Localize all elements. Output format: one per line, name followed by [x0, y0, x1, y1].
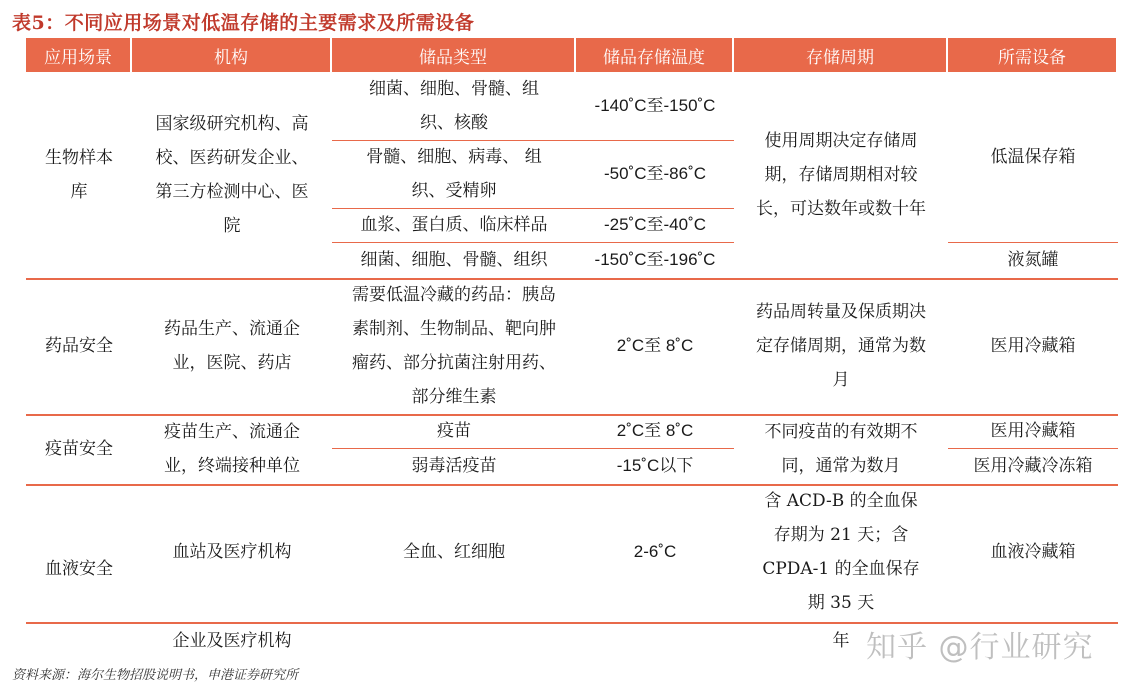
row-divider — [26, 484, 1118, 486]
type-drug: 需要低温冷藏的药品：胰岛素制剂、生物制品、靶向肿瘤药、部分抗菌注射用药、部分维生素 — [352, 285, 556, 407]
period-blood: 含 ACD-B 的全血保存期为 21 天；含 CPDA-1 的全血保存期 35 天 — [762, 491, 920, 613]
header-institution: 机构 — [132, 38, 332, 72]
type-biobank-4: 细菌、细胞、骨髓、组织 — [360, 250, 548, 270]
equip-biobank-2: 液氮罐 — [1007, 250, 1059, 270]
sub-row-divider — [332, 208, 734, 209]
header-temp: 储品存储温度 — [576, 38, 734, 72]
period-vaccine: 不同疫苗的有效期不同，通常为数月 — [764, 422, 918, 476]
institution-drug: 药品生产、流通企业，医院、药店 — [164, 319, 300, 373]
institution-blood-2: 企业及医疗机构 — [172, 631, 292, 651]
type-vaccine-1: 疫苗 — [437, 421, 471, 441]
sub-row-divider — [948, 242, 1118, 243]
period-blood-2: 年 — [832, 631, 850, 651]
type-biobank-2: 骨髓、细胞、病毒、 组织、受精卵 — [366, 147, 542, 201]
temp-biobank-1: -140˚C至-150˚C — [594, 96, 716, 115]
institution-biobank: 国家级研究机构、高校、医药研发企业、第三方检测中心、医院 — [155, 114, 309, 236]
sub-row-divider — [332, 140, 734, 141]
temp-biobank-2: -50˚C至-86˚C — [603, 164, 707, 183]
watermark: 知乎 @行业研究 — [866, 630, 1094, 665]
equip-blood: 血液冷藏箱 — [990, 542, 1076, 562]
type-blood: 全血、红细胞 — [403, 542, 505, 562]
header-period: 存储周期 — [734, 38, 948, 72]
row-divider — [26, 414, 1118, 416]
header-type: 储品类型 — [332, 38, 576, 72]
scene-drug: 药品安全 — [45, 336, 113, 356]
scene-blood: 血液安全 — [45, 559, 113, 579]
table-title: 表5：不同应用场景对低温存储的主要需求及所需设备 — [12, 12, 475, 34]
institution-blood: 血站及医疗机构 — [172, 542, 292, 562]
temp-vaccine-1: 2˚C至 8˚C — [616, 421, 694, 440]
equip-vaccine-1: 医用冷藏箱 — [990, 421, 1076, 441]
row-divider — [26, 278, 1118, 280]
type-biobank-3: 血浆、蛋白质、临床样品 — [360, 215, 548, 235]
temp-blood: 2-6˚C — [633, 542, 677, 561]
equip-drug: 医用冷藏箱 — [990, 336, 1076, 356]
sub-row-divider — [948, 448, 1118, 449]
equip-vaccine-2: 医用冷藏冷冻箱 — [973, 456, 1093, 476]
temp-vaccine-2: -15˚C以下 — [616, 456, 694, 475]
temp-biobank-3: -25˚C至-40˚C — [603, 215, 707, 234]
period-drug: 药品周转量及保质期决定存储周期，通常为数月 — [756, 302, 926, 390]
source-note: 资料来源：海尔生物招股说明书，申港证券研究所 — [12, 668, 299, 683]
scene-vaccine: 疫苗安全 — [45, 439, 113, 459]
institution-vaccine: 疫苗生产、流通企业，终端接种单位 — [164, 422, 300, 476]
sub-row-divider — [332, 448, 734, 449]
equip-biobank-1: 低温保存箱 — [990, 147, 1076, 167]
temp-biobank-4: -150˚C至-196˚C — [594, 250, 716, 269]
scene-biobank: 生物样本库 — [45, 148, 113, 202]
type-vaccine-2: 弱毒活疫苗 — [411, 456, 497, 476]
type-biobank-1: 细菌、细胞、骨髓、组织、核酸 — [369, 79, 539, 133]
header-equip: 所需设备 — [948, 38, 1118, 72]
temp-drug: 2˚C至 8˚C — [616, 336, 694, 355]
header-scene: 应用场景 — [26, 38, 132, 72]
sub-row-divider — [332, 242, 734, 243]
period-biobank: 使用周期决定存储周期，存储周期相对较长，可达数年或数十年 — [756, 131, 926, 219]
